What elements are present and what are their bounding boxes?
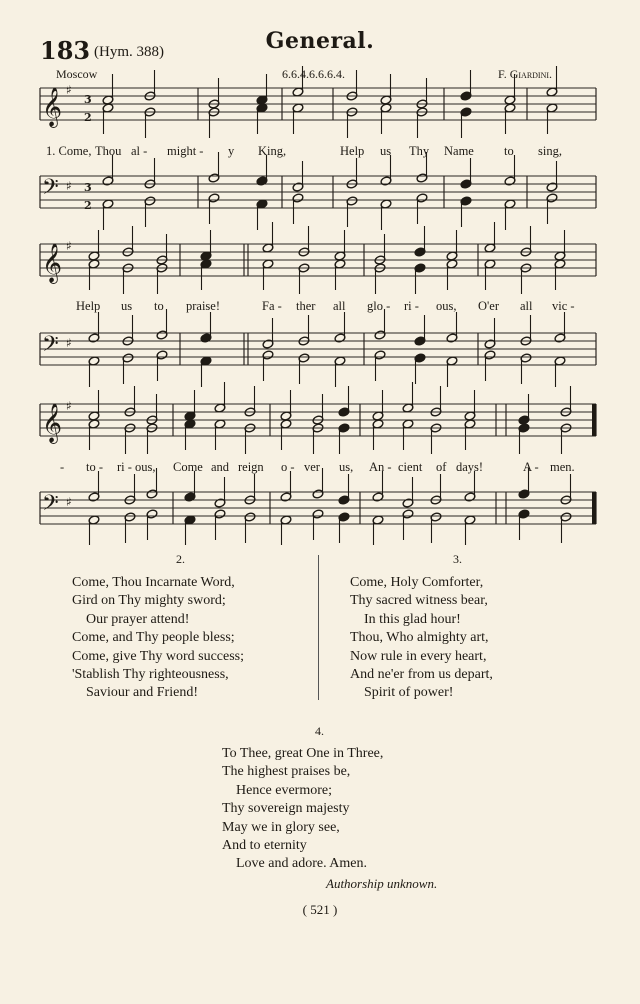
lyric: An - (369, 460, 392, 474)
sharp-icon: ♯ (66, 336, 72, 350)
sharp-icon: ♯ (66, 495, 72, 509)
stanza-3 (350, 574, 493, 703)
verse-line: 'Stablish Thy righteousness, (72, 667, 229, 683)
verse-line: Come, give Thy word success; (72, 648, 244, 664)
lyric: ther (296, 299, 316, 313)
final-barline (592, 492, 596, 524)
composer: F. Giardini. (498, 67, 553, 81)
lyric: 1. Come, (46, 144, 92, 158)
stanza-2 (72, 574, 244, 703)
lyric: us (121, 299, 133, 313)
time-sig-bottom-treble: 2 (84, 111, 92, 124)
lyric: of (436, 460, 447, 474)
stanza-2-number: 2. (176, 552, 185, 566)
lyric: - (60, 460, 65, 474)
verse-line: May we in glory see, (222, 819, 340, 835)
lyric: men. (550, 460, 575, 474)
lyric: A - (523, 460, 539, 474)
verse-line: Come, Thou Incarnate Word, (72, 575, 235, 590)
stanza-4-number: 4. (315, 724, 324, 738)
sharp-icon: ♯ (66, 179, 72, 193)
hymn-reference: (Hym. 388) (94, 44, 164, 60)
lyrics-system-2 (76, 299, 575, 313)
verse-line: Love and adore. Amen. (236, 856, 368, 872)
time-sig-bottom-bass: 2 (84, 199, 92, 212)
lyric: glo - (367, 299, 391, 313)
verse-line: Come, and Thy people bless; (72, 630, 235, 646)
verse-line: Hence evermore; (236, 782, 332, 798)
lyric: to - (86, 460, 104, 474)
verse-line: The highest praises be, (222, 764, 351, 780)
lyric: cient (398, 460, 423, 474)
lyric: days! (456, 460, 484, 474)
treble-clef-icon: 𝄞 (42, 243, 63, 283)
lyric: Come (173, 460, 203, 474)
bass-clef-icon: 𝄢 (42, 332, 59, 362)
lyric: all (520, 299, 533, 313)
stanza-3-number: 3. (453, 552, 462, 566)
section-title: General. (265, 28, 375, 54)
verse-line: Thou, Who almighty art, (350, 630, 489, 646)
lyric: vic - (552, 299, 575, 313)
lyric: ri - ous, (117, 460, 156, 474)
treble-clef-icon: 𝄞 (42, 87, 63, 127)
lyric: to (504, 144, 514, 158)
lyric: King, (258, 144, 287, 158)
verse-line: Thy sacred witness bear, (350, 593, 488, 609)
bass-clef-icon: 𝄢 (42, 491, 59, 521)
attribution: Authorship unknown. (326, 876, 438, 891)
verse-line: And to eternity (222, 838, 307, 854)
lyric: Fa - (262, 299, 282, 313)
lyric: us, (339, 460, 354, 474)
lyric: o - (281, 460, 295, 474)
verse-line: Spirit of power! (364, 685, 454, 701)
verse-line: And ne'er from us depart, (350, 667, 493, 683)
meter: 6.6.4.6.6.6.4. (282, 67, 345, 81)
verse-line: Our prayer attend! (86, 611, 190, 627)
lyric: Name (444, 144, 474, 158)
verse-line: Come, Holy Comforter, (350, 575, 484, 590)
verse-line: Gird on Thy mighty sword; (72, 593, 226, 609)
verse-line: Now rule in every heart, (350, 648, 487, 664)
lyric: y (228, 144, 235, 158)
lyric: ri - (404, 299, 419, 313)
lyric: us (380, 144, 392, 158)
lyric: sing, (538, 144, 562, 158)
sharp-icon: ♯ (66, 83, 72, 97)
page-number: ( 521 ) (302, 902, 338, 917)
tune-name: Moscow (56, 67, 98, 81)
lyric: praise! (186, 299, 221, 313)
lyric: O'er (478, 299, 499, 313)
sharp-icon: ♯ (66, 239, 72, 253)
lyric: Thou (95, 144, 122, 158)
column-divider (318, 555, 319, 700)
verse-line: Thy sovereign majesty (222, 801, 350, 817)
lyric: al - (131, 144, 148, 158)
lyric: to (154, 299, 164, 313)
time-sig-top-treble: 3 (84, 93, 92, 106)
verse-line: In this glad hour! (364, 611, 461, 627)
sharp-icon: ♯ (66, 399, 72, 413)
time-sig-top-bass: 3 (84, 181, 92, 194)
bass-clef-icon: 𝄢 (42, 175, 59, 205)
final-barline (592, 404, 596, 436)
lyric: ous, (436, 299, 457, 313)
lyric: Thy (409, 144, 430, 158)
lyric: ver (304, 460, 320, 474)
lyric: all (333, 299, 346, 313)
lyrics-system-3 (60, 460, 575, 474)
lyric: Help (76, 299, 101, 313)
verse-line: To Thee, great One in Three, (222, 746, 384, 761)
verse-line: Saviour and Friend! (86, 685, 198, 701)
treble-clef-icon: 𝄞 (42, 403, 63, 443)
lyric: Help (340, 144, 365, 158)
hymn-number: 183 (40, 36, 91, 65)
stanza-4 (222, 745, 383, 874)
lyric: might - (167, 144, 204, 158)
lyrics-system-1 (46, 144, 562, 158)
lyric: and (211, 460, 230, 474)
lyric: reign (238, 460, 264, 474)
